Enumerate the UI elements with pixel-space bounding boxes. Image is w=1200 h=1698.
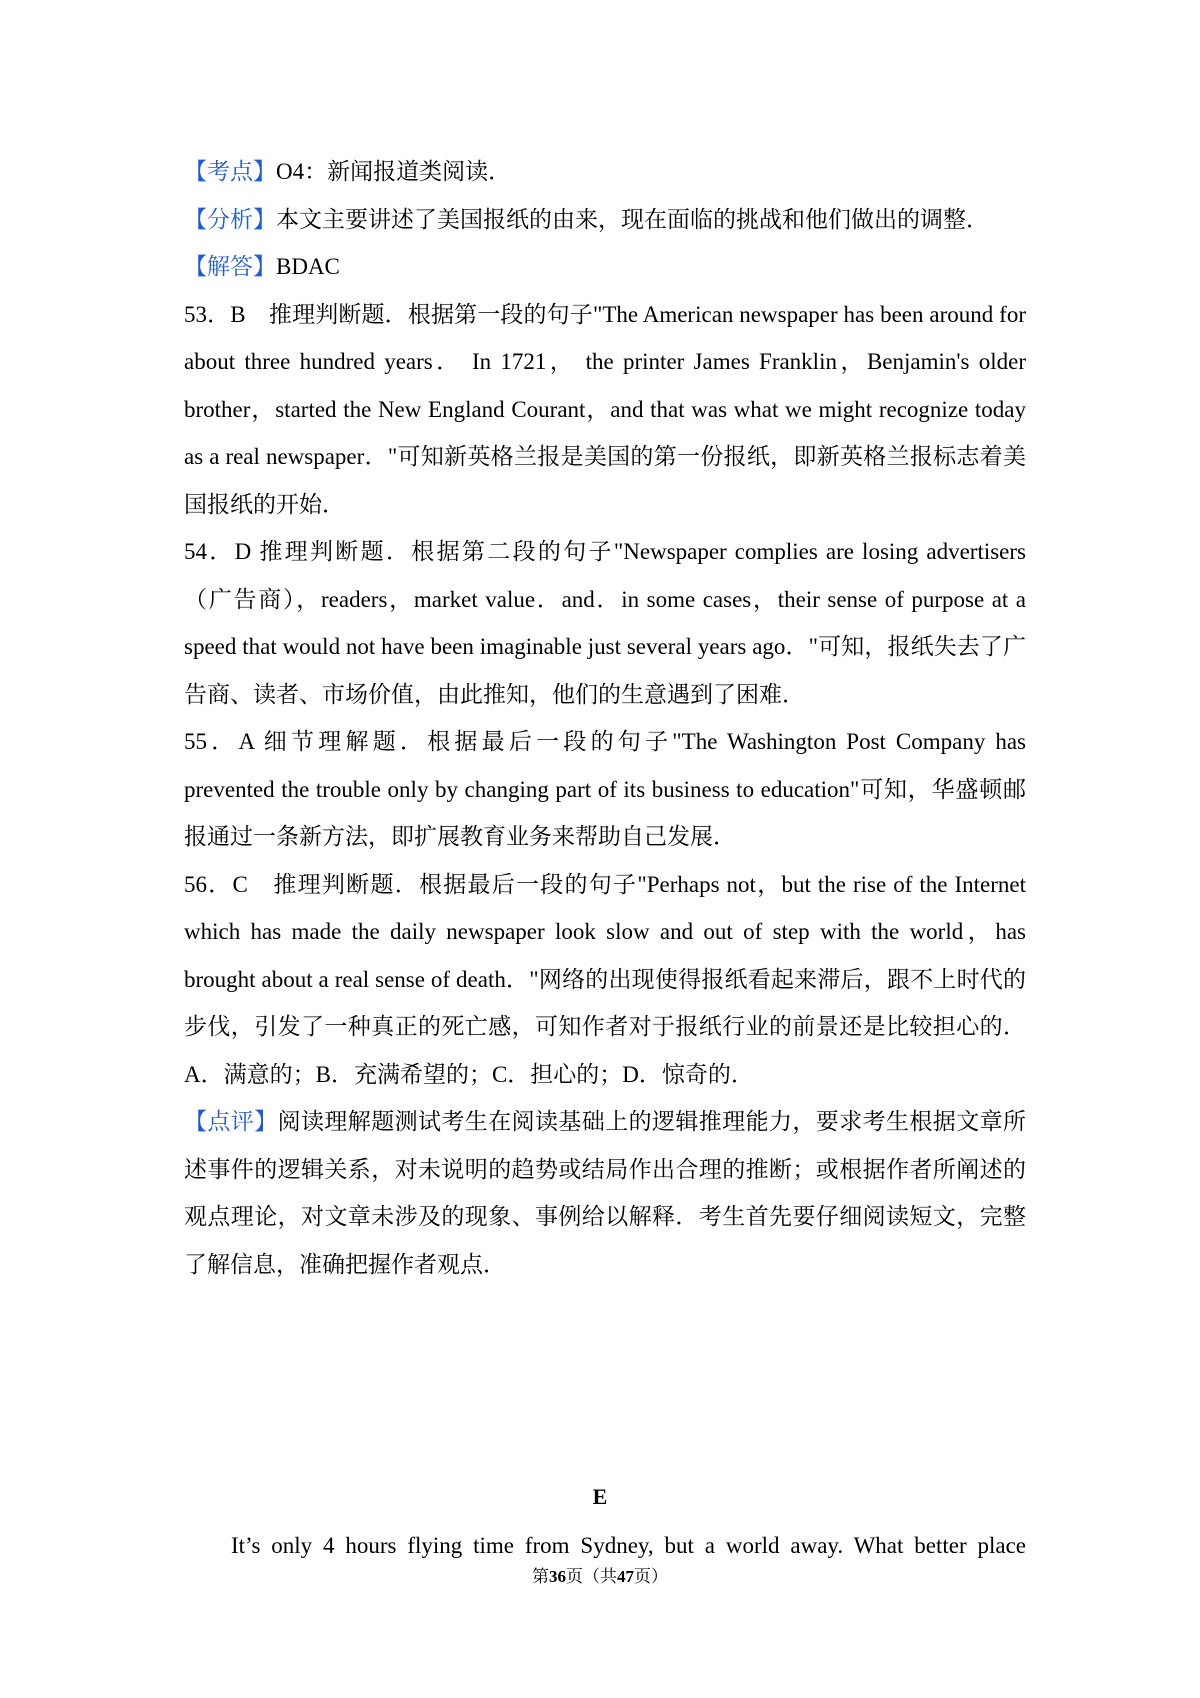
dianping-tag: 【点评】 [184,1109,278,1134]
answer-53: 53．B 推理判断题．根据第一段的句子"The American newspaper has been around for about three hundred years． In 1721， the printer James Franklin，Benjamin's older brother，started the New England Courant，and that was what we might recognize today as a real newspaper．"可知新英格兰报是美国的第一份报纸，即新英格兰报标志着美国报纸的开始． [184,301,1026,517]
kaodian-text: O4：新闻报道类阅读． [276,159,512,184]
footer-middle: 页（共 [566,1567,617,1586]
fenxi-paragraph [184,196,1026,244]
section-heading: E [592,1484,608,1509]
jieda-paragraph [184,243,1026,291]
footer-page-number: 36 [549,1567,566,1586]
fenxi-text: 本文主要讲述了美国报纸的由来，现在面临的挑战和他们做出的调整． [276,206,989,232]
kaodian-paragraph [184,148,1026,196]
jieda-tag: 【解答】 [184,254,276,279]
answer-55: 55．A 细节理解题．根据最后一段的句子"The Washington Post Company has prevented the trouble only by changing part of its business to education"可知，华盛顿邮报通过一条新方法，即扩展教育业务来帮助自己发展． [184,729,1026,849]
fenxi-tag: 【分析】 [184,206,276,232]
passage-first-line: It’s only 4 hours flying time from Sydney, but a world away. What better place [231,1533,1026,1558]
footer-suffix: 页） [634,1567,668,1586]
answer-56: 56．C 推理判断题．根据最后一段的句子"Perhaps not，but the rise of the Internet which has made the daily newspaper look slow and out of step with the world，has brought about a real sense of death．"网络的出现使得报纸看起来滞后，跟不上时代的步伐，引发了一种真正的死亡感，可知作者对于报纸行业的前景还是比较担心的．A．满意的；B．充满希望的；C．担心的；D．惊奇的． [184,871,1026,1087]
dianping-text: 阅读理解题测试考生在阅读基础上的逻辑推理能力，要求考生根据文章所述事件的逻辑关系，对未说明的趋势或结局作出合理的推断；或根据作者所阐述的观点理论，对文章未涉及的现象、事例给以解释．考生首先要仔细阅读短文，完整了解信息，准确把握作者观点． [184,1109,1027,1277]
page-footer [0,1565,1200,1589]
footer-total-pages: 47 [617,1567,634,1586]
jieda-text: BDAC [276,254,340,279]
document-body [184,148,1026,1288]
footer-prefix: 第 [532,1567,549,1586]
dianping-paragraph [184,1098,1026,1288]
answer-54: 54．D 推理判断题．根据第二段的句子"Newspaper complies are losing advertisers （广告商），readers，market value．and．in some cases，their sense of purpose at a speed that would not have been imaginable just several years ago．"可知，报纸失去了广告商、读者、市场价值，由此推知，他们的生意遇到了困难． [184,539,1026,707]
kaodian-tag: 【考点】 [184,159,276,184]
